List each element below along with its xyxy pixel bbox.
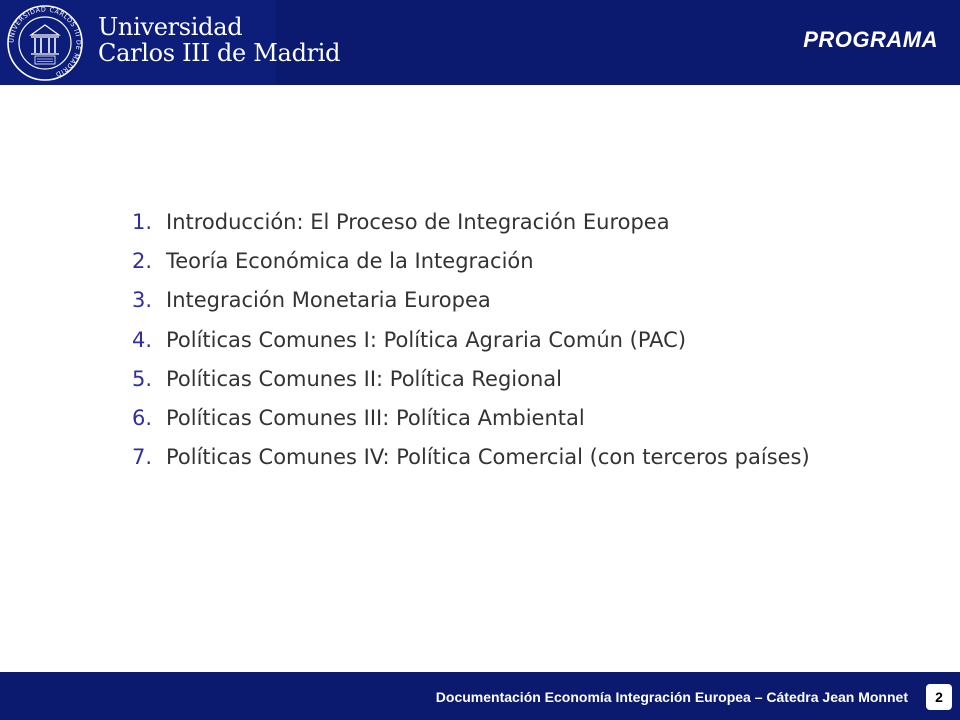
program-item (132, 406, 810, 445)
program-item-number: 5. (132, 366, 153, 391)
program-item-number: 1. (132, 210, 153, 234)
program-item-text: Introducción: El Proceso de Integración Europea (166, 210, 670, 234)
program-item-number: 7. (132, 445, 153, 470)
seal-text: UNIVERSIDAD CARLOS III DE MADRID (7, 5, 83, 79)
program-item-number: 2. (132, 249, 153, 274)
program-item-text: Teoría Económica de la Integración (166, 249, 534, 274)
program-item (132, 249, 810, 288)
program-item-number: 6. (132, 405, 153, 430)
page-number: 2 (926, 684, 952, 710)
program-item (132, 445, 810, 484)
program-item-text: Integración Monetaria Europea (166, 288, 491, 313)
program-item (132, 328, 810, 367)
university-name-line1: Universidad (98, 13, 243, 41)
program-item-number: 3. (132, 288, 153, 313)
program-item-text: Políticas Comunes II: Política Regional (166, 366, 562, 391)
program-item-text: Políticas Comunes IV: Política Comercial (con terceros países) (166, 445, 810, 470)
university-name (98, 14, 340, 66)
footer-text: Documentación Economía Integración Europea – Cátedra Jean Monnet (435, 689, 908, 705)
university-seal-icon (5, 3, 85, 83)
section-title: PROGRAMA (803, 27, 938, 52)
program-list (132, 210, 810, 484)
program-item-text: Políticas Comunes I: Política Agraria Común (PAC) (166, 327, 687, 352)
university-logo (0, 0, 341, 85)
university-name-line2: Carlos III de Madrid (98, 39, 341, 67)
program-item-text: Políticas Comunes III: Política Ambiental (166, 405, 585, 430)
program-item (132, 210, 810, 249)
header-bar (0, 0, 960, 85)
footer-bar (0, 672, 960, 720)
program-item (132, 288, 810, 327)
program-item (132, 367, 810, 406)
program-item-number: 4. (132, 327, 153, 352)
